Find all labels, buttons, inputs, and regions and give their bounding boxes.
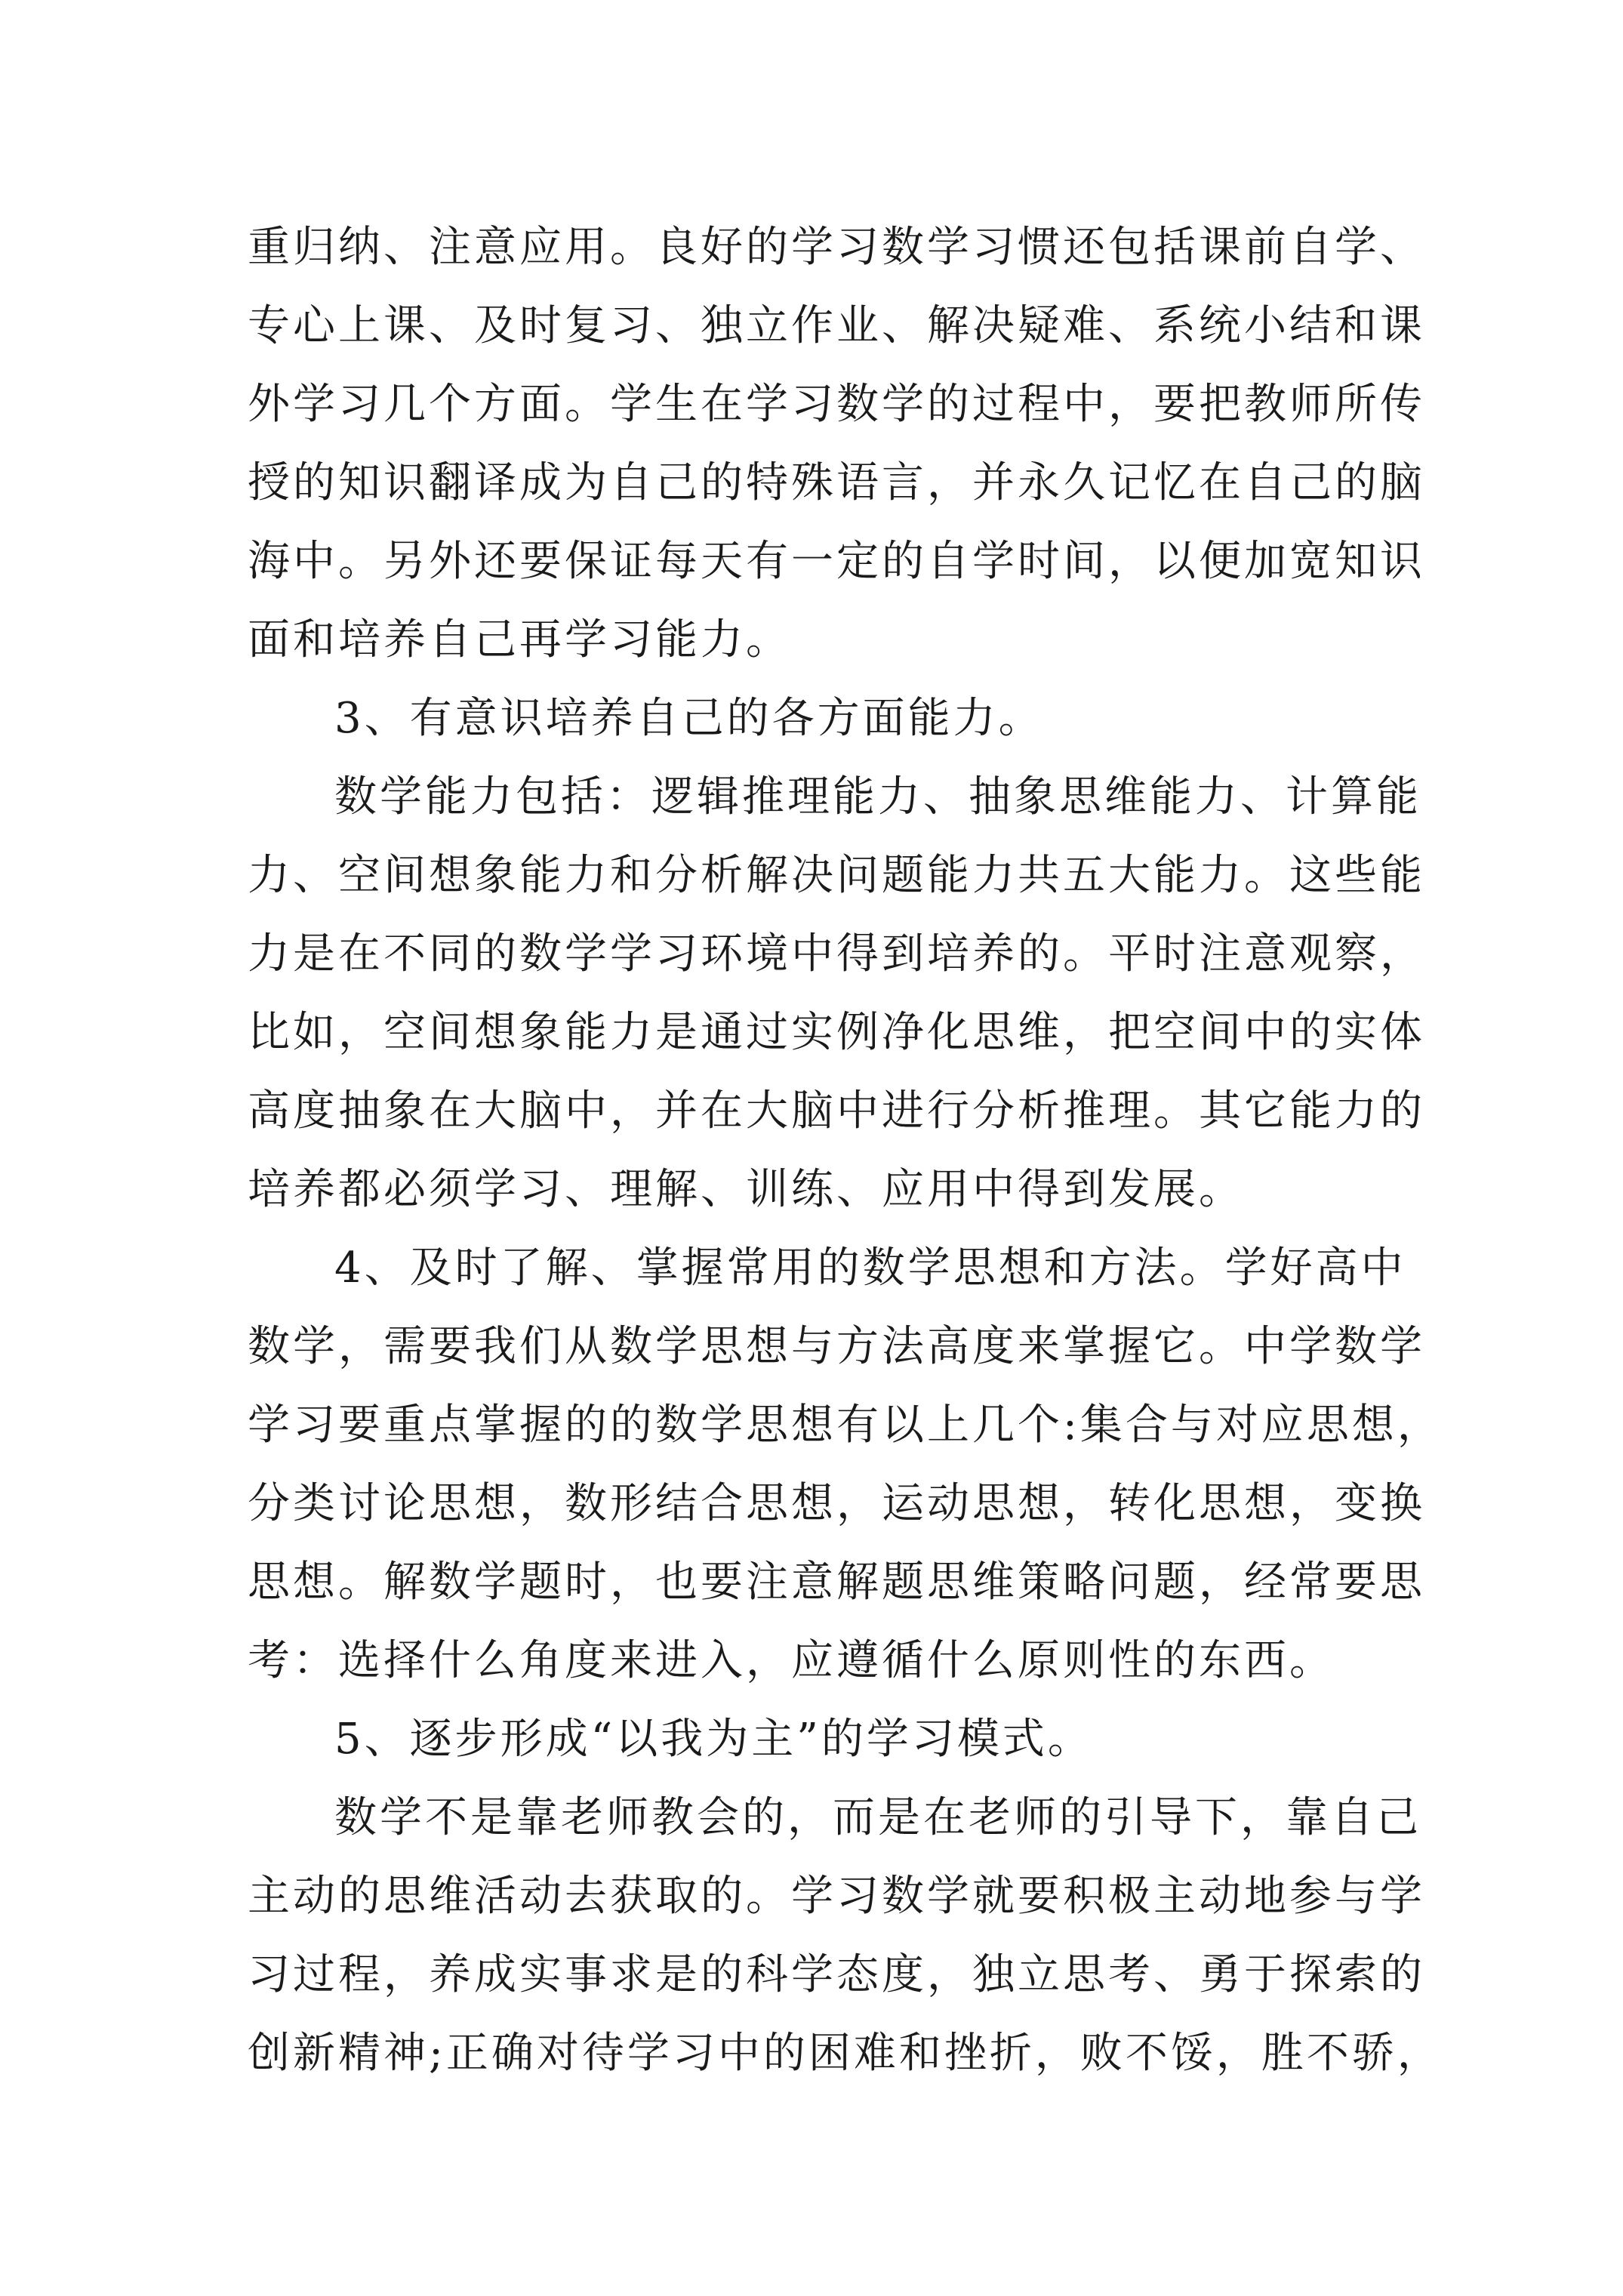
text-line: 授的知识翻译成为自己的特殊语言，并永久记忆在自己的脑 — [248, 458, 1425, 507]
section-heading-5: 5、逐步形成“以我为主”的学习模式。 — [334, 1715, 1093, 1764]
text-line: 主动的思维活动去获取的。学习数学就要积极主动地参与学 — [248, 1872, 1425, 1921]
section-heading-4: 4、及时了解、掌握常用的数学思想和方法。学好高中 — [334, 1244, 1406, 1293]
text-line: 学习要重点掌握的的数学思想有以上几个:集合与对应思想， — [248, 1401, 1443, 1450]
text-line: 习过程，养成实事求是的科学态度，独立思考、勇于探索的 — [248, 1950, 1425, 1999]
text-line: 外学习几个方面。学生在学习数学的过程中，要把教师所传 — [248, 380, 1425, 429]
text-line: 海中。另外还要保证每天有一定的自学时间，以便加宽知识 — [248, 537, 1425, 586]
text-line: 面和培养自己再学习能力。 — [248, 615, 791, 664]
text-line: 数学不是靠老师教会的，而是在老师的引导下，靠自己 — [334, 1793, 1421, 1842]
section-heading-3: 3、有意识培养自己的各方面能力。 — [334, 694, 1044, 743]
text-line: 创新精神;正确对待学习中的困难和挫折，败不馁，胜不骄， — [248, 2029, 1443, 2078]
body-text — [248, 208, 1443, 2093]
text-line: 重归纳、注意应用。良好的学习数学习惯还包括课前自学、 — [248, 223, 1425, 272]
text-line: 专心上课、及时复习、独立作业、解决疑难、系统小结和课 — [248, 301, 1425, 350]
text-line: 培养都必须学习、理解、训练、应用中得到发展。 — [248, 1165, 1244, 1214]
text-line: 思想。解数学题时，也要注意解题思维策略问题，经常要思 — [248, 1558, 1425, 1607]
text-line: 分类讨论思想，数形结合思想，运动思想，转化思想，变换 — [248, 1479, 1425, 1528]
text-line: 数学，需要我们从数学思想与方法高度来掌握它。中学数学 — [248, 1322, 1425, 1371]
text-line: 高度抽象在大脑中，并在大脑中进行分析推理。其它能力的 — [248, 1086, 1425, 1136]
text-line: 比如，空间想象能力是通过实例净化思维，把空间中的实体 — [248, 1008, 1425, 1057]
text-line: 力是在不同的数学学习环境中得到培养的。平时注意观察， — [248, 929, 1425, 978]
text-line: 数学能力包括：逻辑推理能力、抽象思维能力、计算能 — [334, 772, 1421, 821]
text-line: 力、空间想象能力和分析解决问题能力共五大能力。这些能 — [248, 851, 1425, 900]
text-line: 考：选择什么角度来进入，应遵循什么原则性的东西。 — [248, 1636, 1335, 1685]
